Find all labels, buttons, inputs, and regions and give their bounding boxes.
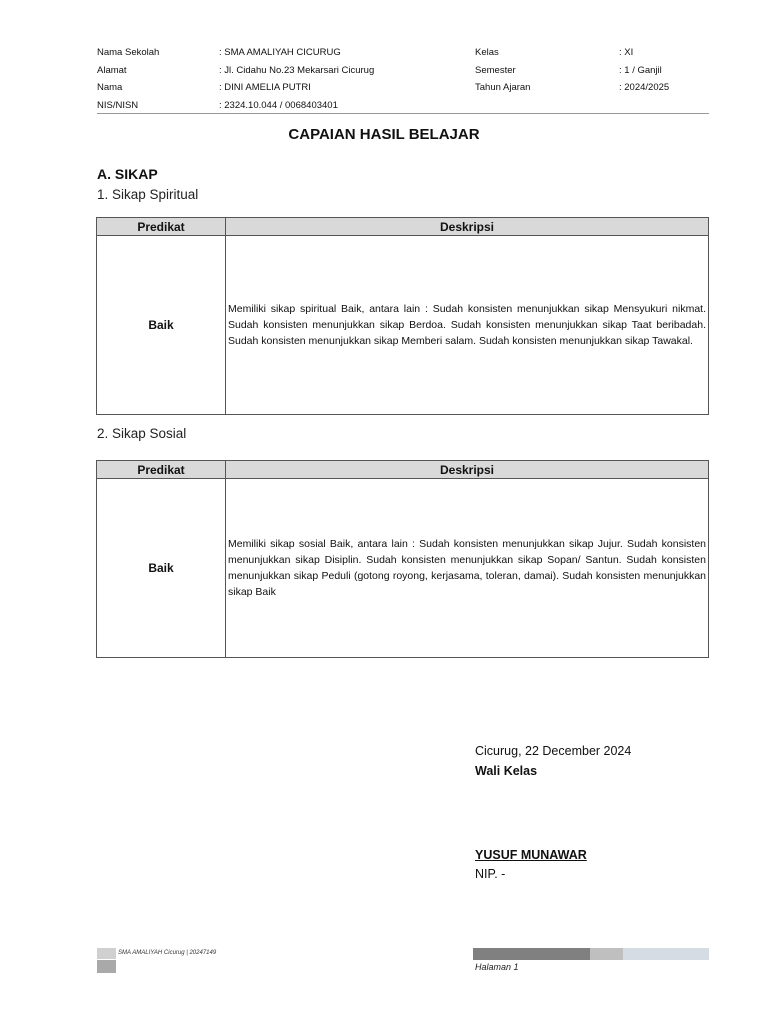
table-header-row [97, 218, 709, 236]
value-academic-year: : 2024/2025 [619, 82, 670, 93]
sosial-predikat: Baik [97, 479, 226, 658]
header-row [97, 97, 709, 115]
footer-bar [623, 948, 709, 960]
col-deskripsi-header: Deskripsi [226, 461, 709, 479]
header-row [97, 44, 709, 62]
col-deskripsi-header: Deskripsi [226, 218, 709, 236]
subheading-sosial: 2. Sikap Sosial [97, 426, 187, 441]
label-address: Alamat [97, 64, 127, 76]
table-row [97, 479, 709, 658]
footer-bar [590, 948, 623, 960]
sosial-deskripsi: Memiliki sikap sosial Baik, antara lain : Sudah konsisten menunjukkan sikap Jujur. Sudah konsisten menunjukkan sikap Disiplin. Sudah konsisten menunjukkan sikap Sopan/ Santun. Sudah konsisten menunjukkan sikap Peduli (gotong royong, kerjasama, toleran, damai). Sudah konsisten menunjukkan sikap Baik [226, 479, 709, 658]
signature-place-date: Cicurug, 22 December 2024 [475, 744, 632, 758]
subheading-spiritual: 1. Sikap Spiritual [97, 187, 199, 202]
header-row [97, 79, 709, 97]
footer-decoration-square [97, 960, 116, 973]
table-header-row [97, 461, 709, 479]
footer-school-code: SMA AMALIYAH Cicurug | 20247149 [118, 950, 217, 956]
footer-page-number: Halaman 1 [475, 962, 519, 972]
label-name: Nama [97, 82, 123, 93]
label-school-name: Nama Sekolah [97, 47, 160, 58]
value-address: : Jl. Cidahu No.23 Mekarsari Cicurug [219, 64, 375, 76]
value-class: : XI [619, 47, 634, 58]
label-nis-nisn: NIS/NISN [97, 99, 139, 111]
footer-decoration-square [97, 948, 116, 959]
signature-role: Wali Kelas [475, 764, 538, 778]
col-predikat-header: Predikat [97, 461, 226, 479]
value-school-name: : SMA AMALIYAH CICURUG [219, 47, 341, 58]
spiritual-predikat: Baik [97, 236, 226, 415]
header-row [97, 62, 709, 80]
label-semester: Semester [475, 64, 516, 76]
value-semester: : 1 / Ganjil [619, 64, 662, 76]
section-heading-sikap: A. SIKAP [97, 166, 158, 182]
signature-nip: NIP. - [475, 867, 506, 881]
value-name: : DINI AMELIA PUTRI [219, 82, 311, 93]
spiritual-deskripsi: Memiliki sikap spiritual Baik, antara lain : Sudah konsisten menunjukkan sikap Mensyukuri nikmat. Sudah konsisten menunjukkan sikap Berdoa. Sudah konsisten menunjukkan sikap Taat beribadah. Sudah konsisten menunjukkan sikap Memberi salam. Sudah konsisten menunjukkan sikap Tawakal. [226, 236, 709, 415]
footer-bar [473, 948, 590, 960]
spiritual-table [96, 217, 709, 415]
signature-name: YUSUF MUNAWAR [475, 848, 587, 862]
label-academic-year: Tahun Ajaran [475, 82, 531, 93]
table-row [97, 236, 709, 415]
student-info-header [97, 44, 709, 114]
header-divider [97, 113, 709, 114]
col-predikat-header: Predikat [97, 218, 226, 236]
value-nis-nisn: : 2324.10.044 / 0068403401 [219, 99, 338, 111]
page-title: CAPAIAN HASIL BELAJAR [288, 126, 480, 143]
label-class: Kelas [475, 47, 499, 58]
sosial-table [96, 460, 709, 658]
